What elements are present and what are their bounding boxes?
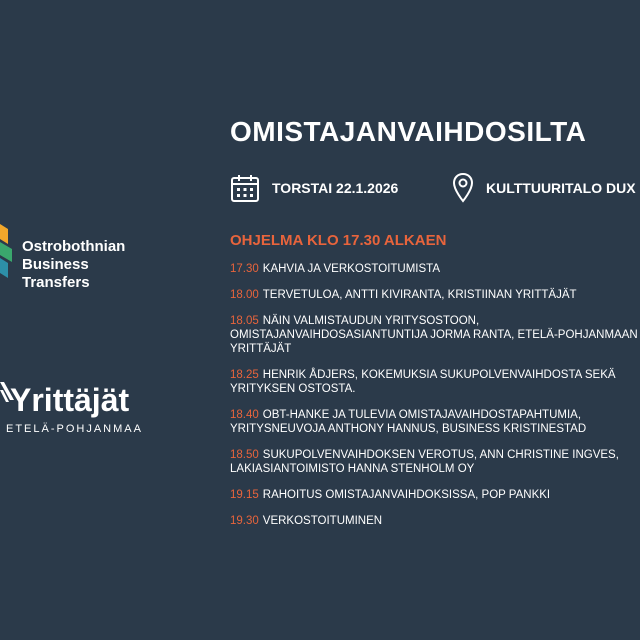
agenda-time: 19.30 — [230, 515, 259, 527]
obt-logo-text — [22, 238, 125, 292]
agenda-line — [230, 314, 640, 328]
agenda-item — [230, 288, 640, 302]
agenda-time: 18.05 — [230, 315, 259, 327]
agenda-line — [230, 408, 640, 422]
agenda-line — [230, 262, 640, 276]
agenda-line — [230, 342, 640, 356]
location-pin-icon — [452, 172, 474, 204]
event-place-row — [452, 172, 636, 204]
agenda-line — [230, 382, 640, 396]
calendar-icon — [230, 173, 260, 203]
program-heading: OHJELMA KLO 17.30 ALKAEN — [230, 232, 447, 249]
agenda-line — [230, 368, 640, 382]
agenda-line — [230, 448, 640, 462]
agenda-text: LAKIASIANTOIMISTO HANNA STENHOLM OY — [230, 463, 475, 475]
agenda-text: SUKUPOLVENVAIHDOKSEN VEROTUS, ANN CHRISTINE INGVES, — [262, 449, 619, 461]
obt-line-1: Ostrobothnian — [22, 238, 126, 255]
yrittajat-region: ETELÄ-POHJANMAA — [6, 423, 143, 435]
agenda-list — [230, 262, 640, 540]
agenda-text: HENRIK ÅDJERS, KOKEMUKSIA SUKUPOLVENVAIHDOSTA SEKÄ — [262, 369, 616, 381]
agenda-text: YRITTÄJÄT — [230, 343, 292, 355]
yrittajat-logo — [0, 380, 170, 460]
agenda-line — [230, 462, 640, 476]
agenda-text: RAHOITUS OMISTAJANVAIHDOKSISSA, POP PANKKI — [262, 489, 551, 501]
yrittajat-wordmark: Yrittäjät — [10, 382, 130, 418]
agenda-time: 17.30 — [230, 263, 259, 275]
obt-logo — [0, 222, 170, 292]
obt-line-3: Transfers — [22, 274, 90, 291]
event-place: KULTTUURITALO DUX — [486, 180, 636, 196]
agenda-text: YRITYSNEUVOJA ANTHONY HANNUS, BUSINESS KRISTINESTAD — [230, 423, 587, 435]
agenda-text: KAHVIA JA VERKOSTOITUMISTA — [262, 263, 441, 275]
agenda-item — [230, 448, 640, 476]
agenda-text: YRITYKSEN OSTOSTA. — [230, 383, 356, 395]
agenda-text: OBT-HANKE JA TULEVIA OMISTAJAVAIHDOSTAPAHTUMIA, — [262, 409, 582, 421]
agenda-text: NÄIN VALMISTAUDUN YRITYSOSTOON, — [262, 315, 480, 327]
agenda-item — [230, 514, 640, 528]
agenda-text: VERKOSTOITUMINEN — [262, 515, 383, 527]
event-title: OMISTAJANVAIHDOSILTA — [230, 116, 587, 147]
agenda-text: OMISTAJANVAIHDOSASIANTUNTIJA JORMA RANTA, ETELÄ-POHJANMAAN — [230, 329, 638, 341]
agenda-time: 19.15 — [230, 489, 259, 501]
agenda-item — [230, 262, 640, 276]
agenda-line — [230, 288, 640, 302]
agenda-text: TERVETULOA, ANTTI KIVIRANTA, KRISTIINAN YRITTÄJÄT — [262, 289, 577, 301]
agenda-line — [230, 514, 640, 528]
obt-logo-mark — [0, 224, 16, 282]
agenda-time: 18.50 — [230, 449, 259, 461]
agenda-time: 18.40 — [230, 409, 259, 421]
agenda-item — [230, 408, 640, 436]
agenda-time: 18.25 — [230, 369, 259, 381]
agenda-item — [230, 488, 640, 502]
agenda-item — [230, 314, 640, 356]
event-date: TORSTAI 22.1.2026 — [272, 180, 399, 196]
agenda-line — [230, 488, 640, 502]
agenda-line — [230, 422, 640, 436]
obt-line-2: Business — [22, 256, 89, 273]
agenda-time: 18.00 — [230, 289, 259, 301]
agenda-item — [230, 368, 640, 396]
event-date-row — [230, 172, 398, 204]
agenda-line — [230, 328, 640, 342]
